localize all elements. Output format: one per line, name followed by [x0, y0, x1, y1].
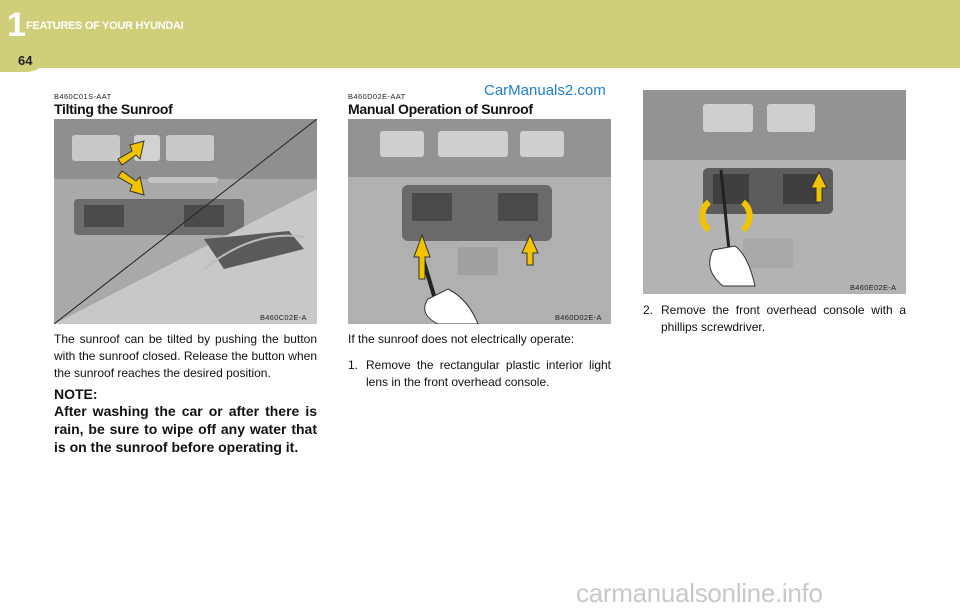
figure-caption-tilting: B460C02E-A: [260, 313, 307, 322]
step-2-number: 2.: [643, 303, 654, 317]
chapter-title: FEATURES OF YOUR HYUNDAI: [26, 20, 184, 32]
step-1: [348, 357, 611, 393]
watermark-carmanualsonline: carmanualsonline.info: [576, 578, 823, 608]
step-1-number: 1.: [348, 358, 359, 372]
figure-caption-console: B460E02E-A: [850, 283, 897, 292]
figure-tilting-sunroof: [54, 119, 317, 324]
chapter-header-band: [0, 0, 960, 68]
page-number: 64: [18, 53, 33, 68]
tilting-instructions: The sunroof can be tilted by pushing the button with the sunroof closed. Release the button when the sunroof reaches the desired position.: [54, 332, 317, 380]
figure-manual-operation: [348, 119, 611, 324]
figure-caption-manual: B460D02E-A: [555, 313, 602, 322]
figure-manual-illustration: [348, 119, 611, 324]
step-1-text: Remove the rectangular plastic interior light lens in the front overhead console.: [366, 358, 611, 389]
watermark-carmanuals2: CarManuals2.com: [484, 82, 606, 99]
section-code-tilting: B460C01S-AAT: [54, 92, 112, 101]
step-2: [643, 302, 906, 338]
figure-tilting-illustration: [54, 119, 317, 324]
note-body: After washing the car or after there is rain, be sure to wipe off any water that is on the sunroof before operating it.: [54, 403, 317, 455]
chapter-number: 1: [7, 6, 26, 44]
heading-manual-operation: Manual Operation of Sunroof: [348, 101, 533, 117]
step-2-text: Remove the front overhead console with a phillips screwdriver.: [661, 303, 906, 334]
heading-tilting-sunroof: Tilting the Sunroof: [54, 101, 173, 117]
figure-remove-console: [643, 90, 906, 294]
section-code-manual: B460D02E-AAT: [348, 92, 406, 101]
manual-intro: If the sunroof does not electrically operate:: [348, 332, 575, 346]
figure-console-illustration: [643, 90, 906, 294]
header-corner: [52, 68, 82, 88]
note-title: NOTE:: [54, 386, 98, 402]
